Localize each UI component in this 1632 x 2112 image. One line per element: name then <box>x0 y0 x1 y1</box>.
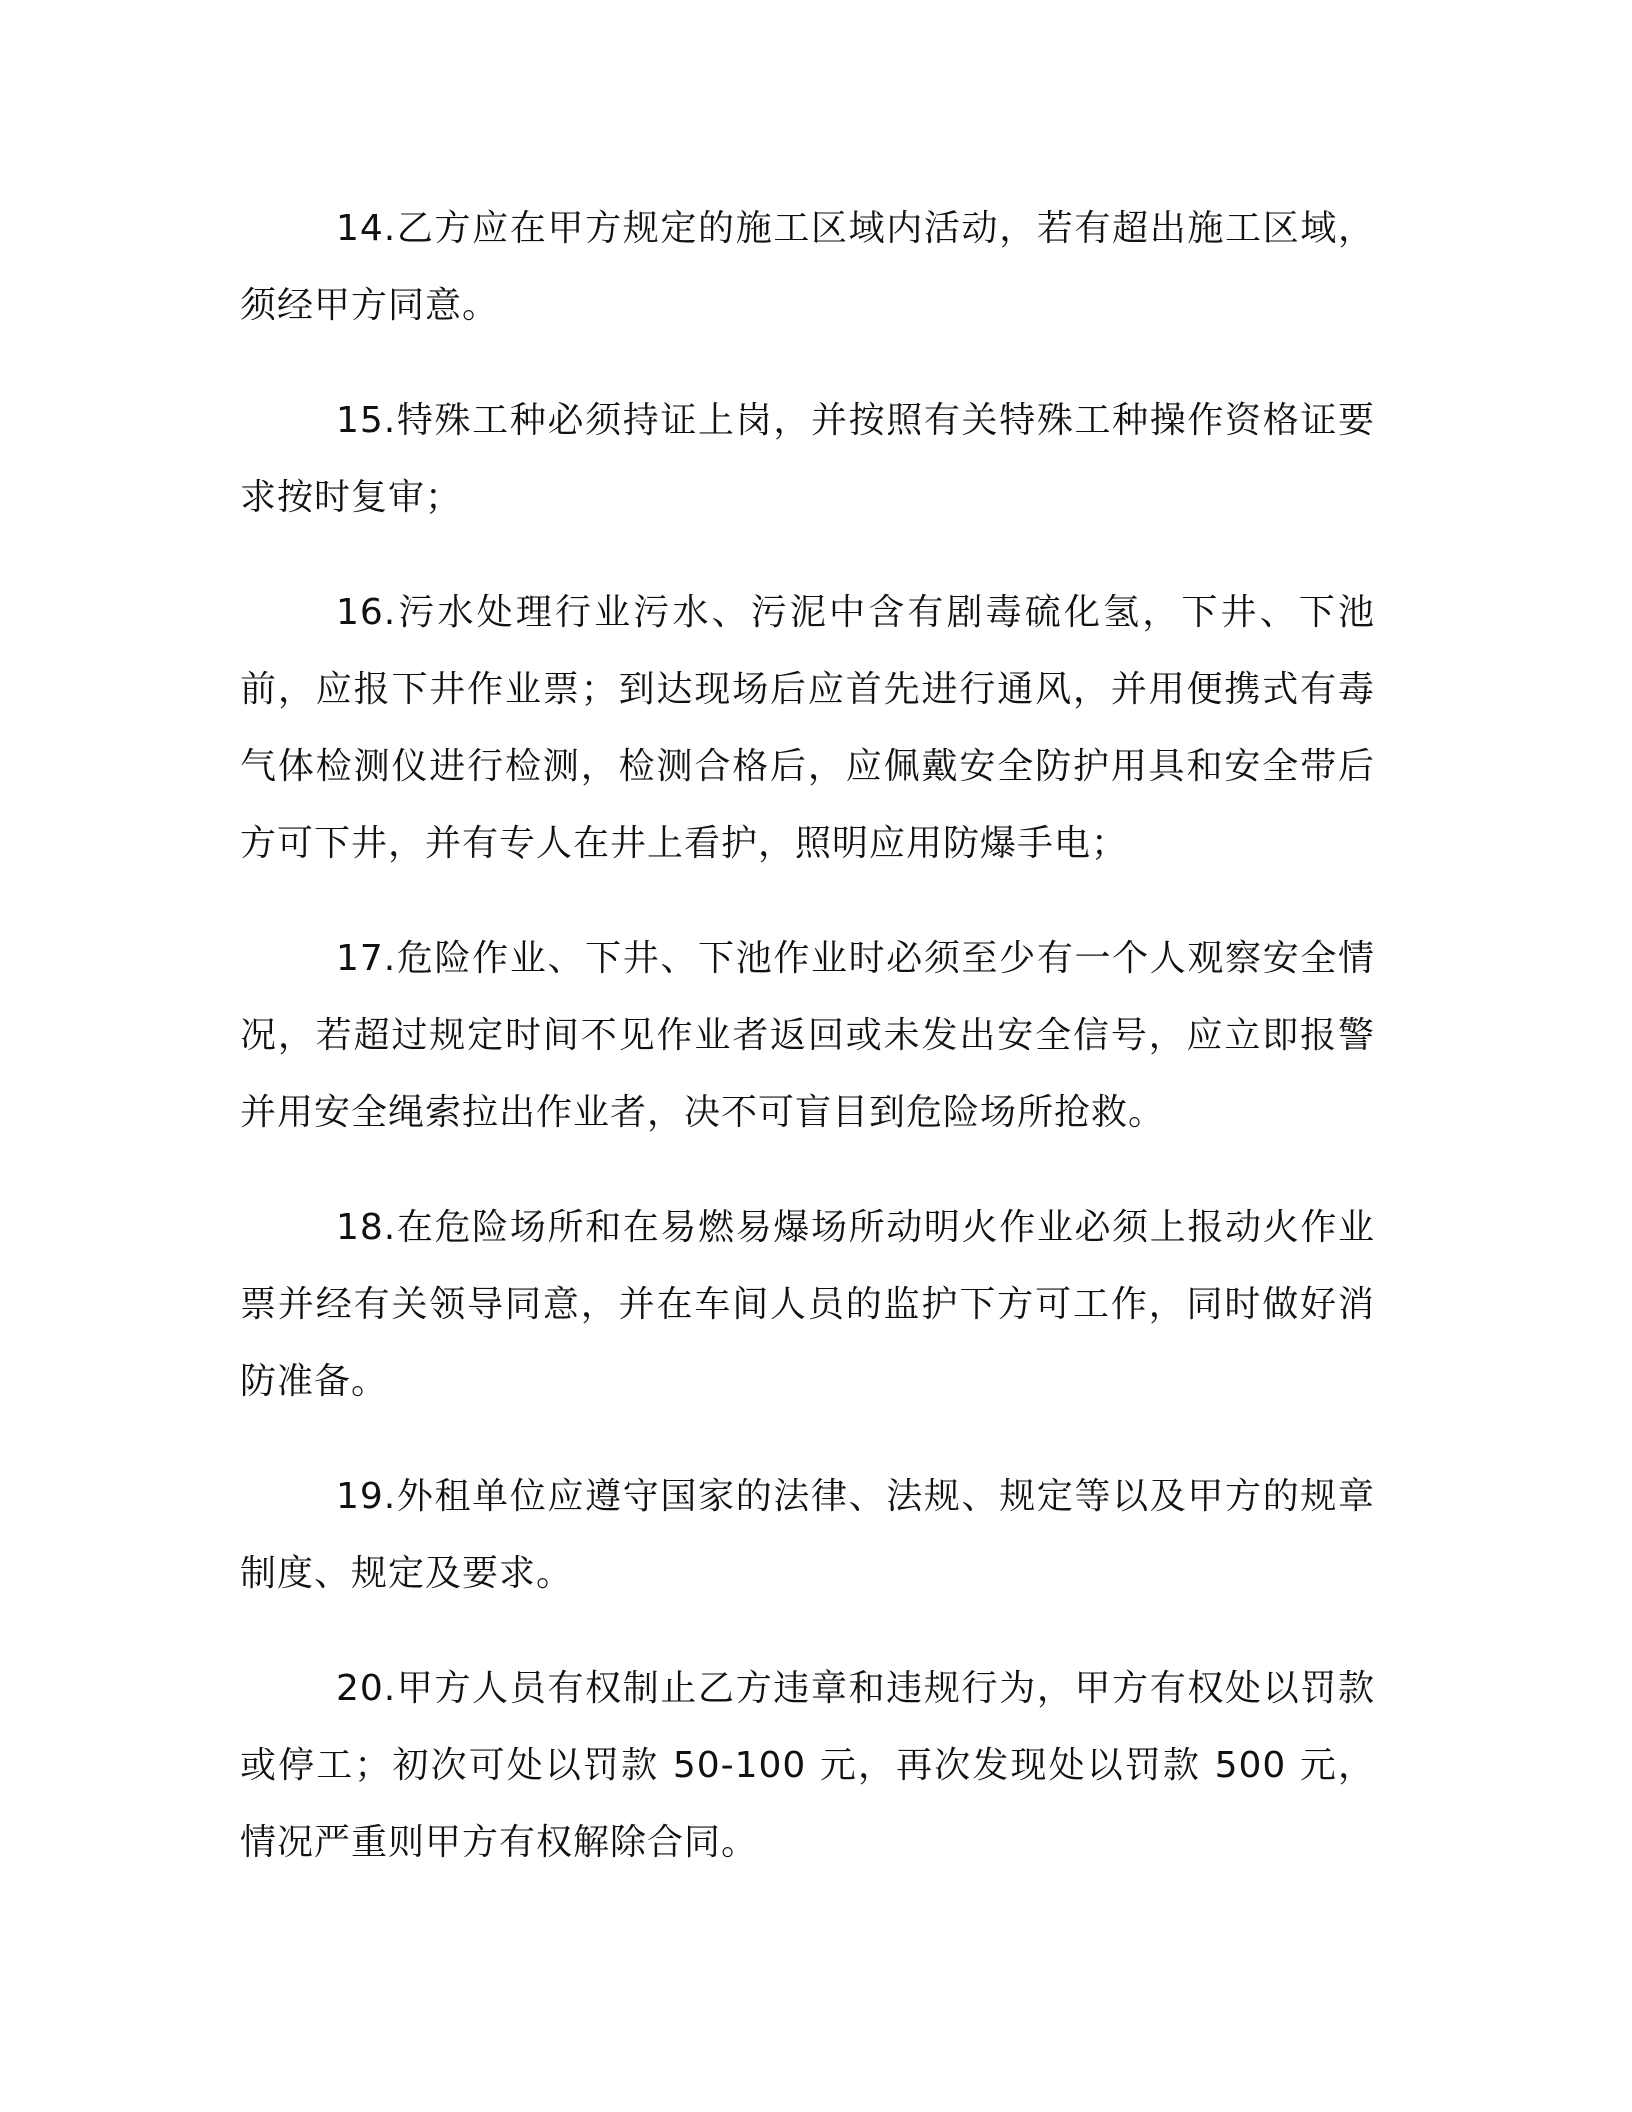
paragraph-19: 19.外租单位应遵守国家的法律、法规、规定等以及甲方的规章制度、规定及要求。 <box>240 1476 1375 1594</box>
paragraph-18: 18.在危险场所和在易燃易爆场所动明火作业必须上报动火作业票并经有关领导同意，并在车间人员的监护下方可工作，同时做好消防准备。 <box>240 1207 1375 1402</box>
document-body <box>240 190 1375 1919</box>
paragraph-17: 17.危险作业、下井、下池作业时必须至少有一个人观察安全情况，若超过规定时间不见作业者返回或未发出安全信号，应立即报警并用安全绳索拉出作业者，决不可盲目到危险场所抢救。 <box>240 938 1375 1133</box>
paragraph-20: 20.甲方人员有权制止乙方违章和违规行为，甲方有权处以罚款或停工；初次可处以罚款 50-100 元，再次发现处以罚款 500 元，情况严重则甲方有权解除合同。 <box>240 1668 1375 1863</box>
paragraph-16: 16.污水处理行业污水、污泥中含有剧毒硫化氢，下井、下池前，应报下井作业票；到达现场后应首先进行通风，并用便携式有毒气体检测仪进行检测，检测合格后，应佩戴安全防护用具和安全带后方可下井，并有专人在井上看护，照明应用防爆手电； <box>240 592 1375 864</box>
paragraph-15: 15.特殊工种必须持证上岗，并按照有关特殊工种操作资格证要求按时复审； <box>240 400 1375 518</box>
paragraph-14: 14.乙方应在甲方规定的施工区域内活动，若有超出施工区域，须经甲方同意。 <box>240 208 1375 326</box>
